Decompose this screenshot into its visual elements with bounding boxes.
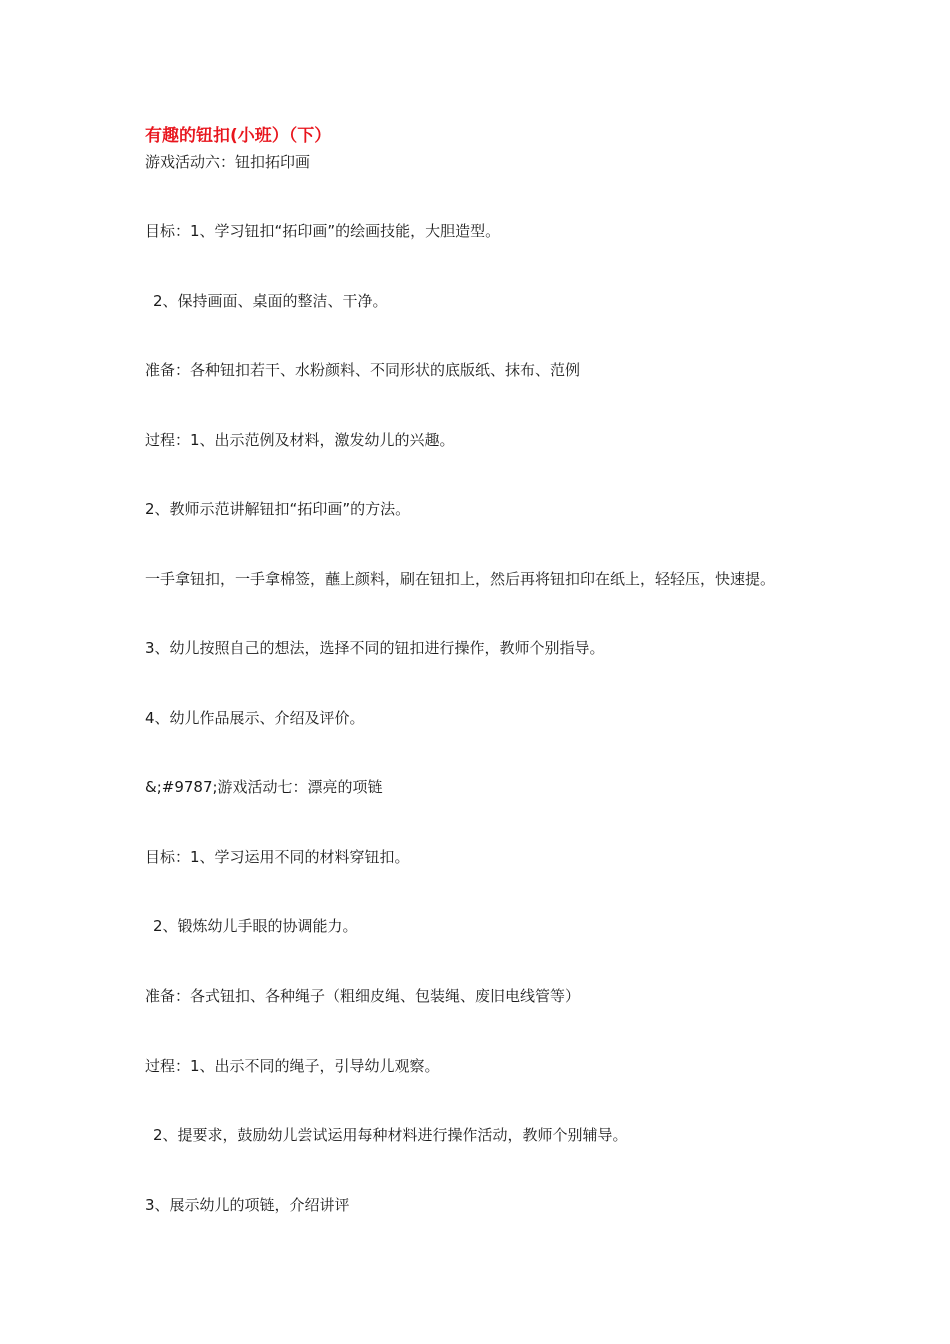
activity-seven-goal-2: 2、锻炼幼儿手眼的协调能力。	[153, 917, 358, 935]
activity-seven-process-3: 3、展示幼儿的项链，介绍讲评	[145, 1196, 350, 1214]
activity-six-preparation: 准备：各种钮扣若干、水粉颜料、不同形状的底版纸、抹布、范例	[145, 361, 581, 379]
activity-seven-process-2: 2、提要求，鼓励幼儿尝试运用每种材料进行操作活动，教师个别辅导。	[153, 1126, 628, 1144]
activity-six-process-2: 2、教师示范讲解钮扣“拓印画”的方法。	[145, 500, 411, 518]
activity-six-process-detail: 一手拿钮扣，一手拿棉签，蘸上颜料，刷在钮扣上，然后再将钮扣印在纸上，轻轻压，快速提。	[145, 570, 776, 588]
activity-seven-process-1: 过程：1、出示不同的绳子，引导幼儿观察。	[145, 1057, 440, 1075]
activity-seven-heading: &;#9787;游戏活动七：漂亮的项链	[145, 778, 383, 796]
activity-six-process-1: 过程：1、出示范例及材料，激发幼儿的兴趣。	[145, 431, 455, 449]
activity-seven-goal-1: 目标：1、学习运用不同的材料穿钮扣。	[145, 848, 410, 866]
activity-six-goal-2: 2、保持画面、桌面的整洁、干净。	[153, 292, 388, 310]
activity-seven-preparation: 准备：各式钮扣、各种绳子（粗细皮绳、包装绳、废旧电线管等）	[145, 987, 581, 1005]
activity-six-goal-1: 目标：1、学习钮扣“拓印画”的绘画技能，大胆造型。	[145, 222, 501, 240]
activity-six-process-4: 4、幼儿作品展示、介绍及评价。	[145, 709, 365, 727]
activity-six-heading: 游戏活动六：钮扣拓印画	[145, 153, 311, 171]
document-title: 有趣的钮扣(小班）（下）	[145, 126, 332, 146]
activity-six-process-3: 3、幼儿按照自己的想法，选择不同的钮扣进行操作，教师个别指导。	[145, 639, 605, 657]
